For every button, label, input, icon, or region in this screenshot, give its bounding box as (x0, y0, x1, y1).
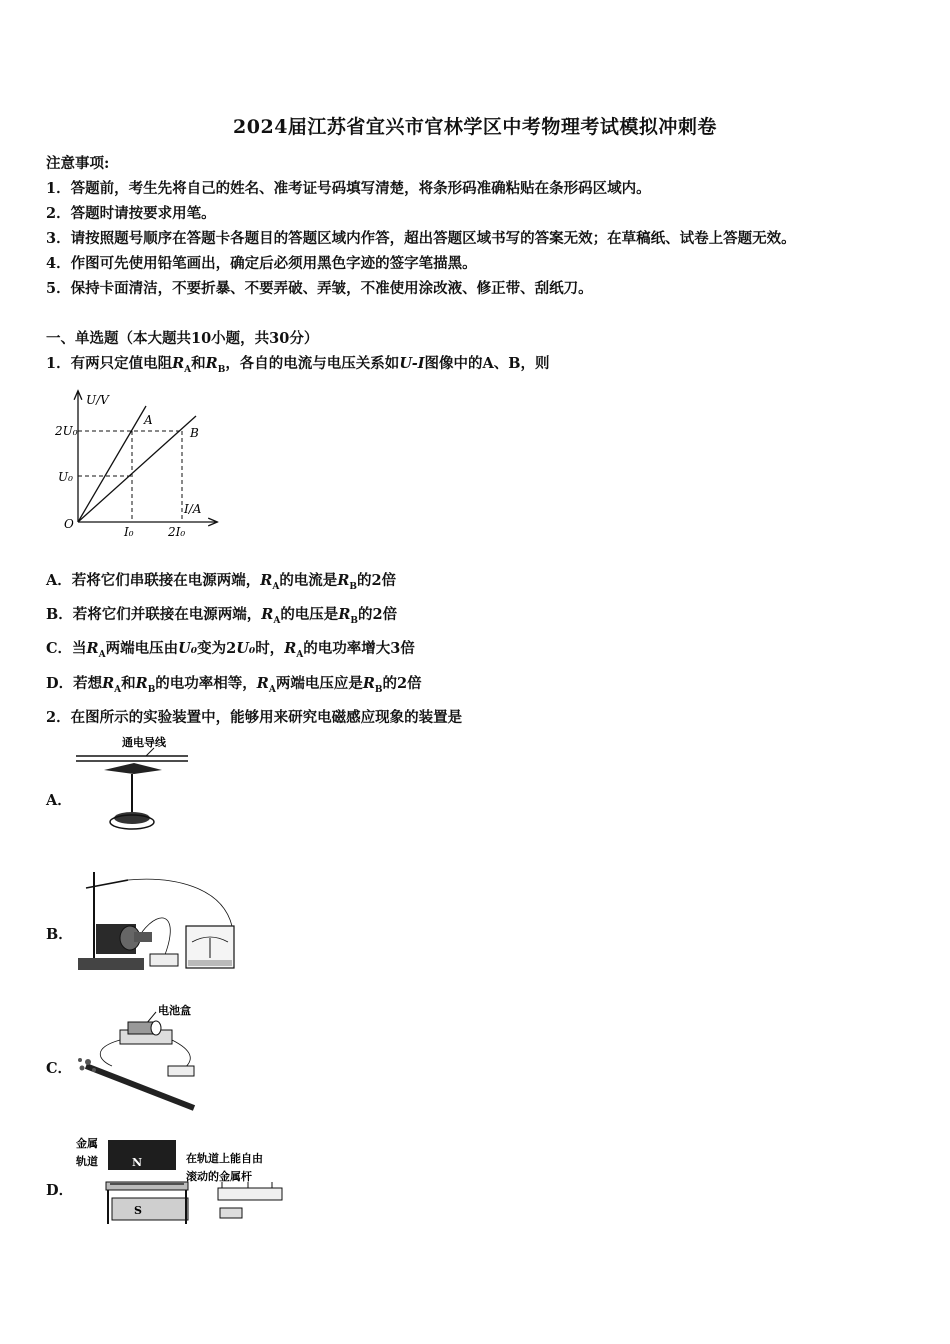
q1-option-b[interactable]: B．若将它们并联接在电源两端，$R_A$的电压是$R_B$的2倍 (46, 606, 398, 626)
note-item: 3．请按照题号顺序在答题卡各题目的答题区域内作答，超出答题区域书写的答案无效；在草稿纸、试卷上答题无效。 (46, 230, 796, 247)
line-b-label: B (190, 426, 199, 440)
q1-option-c[interactable]: C．当$R_A$两端电压由U₀变为2U₀时，$R_A$的电功率增大3倍 (46, 640, 415, 660)
y-tick-u0: U₀ (58, 470, 73, 484)
wire-caption: 通电导线 (122, 736, 166, 749)
line-a-label: A (144, 413, 153, 427)
note-item: 1．答题前，考生先将自己的姓名、准考证号码填写清楚，将条形码准确粘贴在条形码区域内。 (46, 180, 651, 197)
origin-label: O (64, 517, 74, 531)
notes-heading: 注意事项: (46, 155, 110, 172)
q1-option-d[interactable]: D．若想$R_A$和$R_B$的电功率相等，$R_A$两端电压应是$R_B$的2倍 (46, 675, 422, 695)
y-axis-label: U/V (86, 393, 109, 407)
ui-graph (52, 384, 232, 544)
oersted-apparatus-figure[interactable] (72, 734, 192, 838)
note-item: 5．保持卡面清洁，不要折暴、不要弄破、弄皱，不准使用涂改液、修正带、刮纸刀。 (46, 280, 593, 297)
x-axis-label: I/A (184, 502, 202, 516)
q2-option-c-label[interactable]: C． (46, 1060, 73, 1077)
rod-caption-1: 在轨道上能自由 (186, 1152, 263, 1165)
page-title: 2024届江苏省宜兴市官林学区中考物理考试模拟冲刺卷 (233, 116, 717, 138)
note-item: 4．作图可先使用铅笔画出，确定后必须用黑色字迹的签字笔描黑。 (46, 255, 477, 272)
q1-option-a[interactable]: A．若将它们串联接在电源两端，$R_A$的电流是$R_B$的2倍 (46, 572, 397, 592)
battery-box-caption: 电池盒 (158, 1004, 191, 1017)
q2-option-b-label[interactable]: B． (46, 926, 73, 943)
rod-caption-2: 滚动的金属杆 (186, 1170, 252, 1183)
q2-option-a-label[interactable]: A． (46, 792, 72, 809)
question-2-stem: 2．在图所示的实验装置中，能够用来研究电磁感应现象的装置是 (46, 709, 463, 726)
q2-option-d-label[interactable]: D． (46, 1182, 74, 1199)
note-item: 2．答题时请按要求用笔。 (46, 205, 216, 222)
x-tick-i0: I₀ (124, 525, 134, 539)
electromagnet-figure[interactable] (72, 1000, 212, 1116)
rail-caption-2: 轨道 (76, 1155, 98, 1168)
induction-rails-figure[interactable] (72, 1134, 292, 1230)
y-tick-2u0: 2U₀ (55, 424, 78, 438)
line-a (78, 406, 146, 522)
section-heading: 一、单选题（本大题共10小题，共30分） (46, 330, 319, 347)
motor-apparatus-figure[interactable] (72, 866, 242, 976)
rail-caption-1: 金属 (76, 1137, 98, 1150)
x-tick-2i0: 2I₀ (168, 525, 186, 539)
south-pole-label: S (134, 1204, 142, 1217)
north-pole-label: N (132, 1156, 143, 1169)
question-1-stem: 1．有两只定值电阻$R_A$和$R_B$，各自的电流与电压关系如U-I图像中的A、B，则 (46, 355, 550, 375)
line-b (78, 416, 196, 522)
